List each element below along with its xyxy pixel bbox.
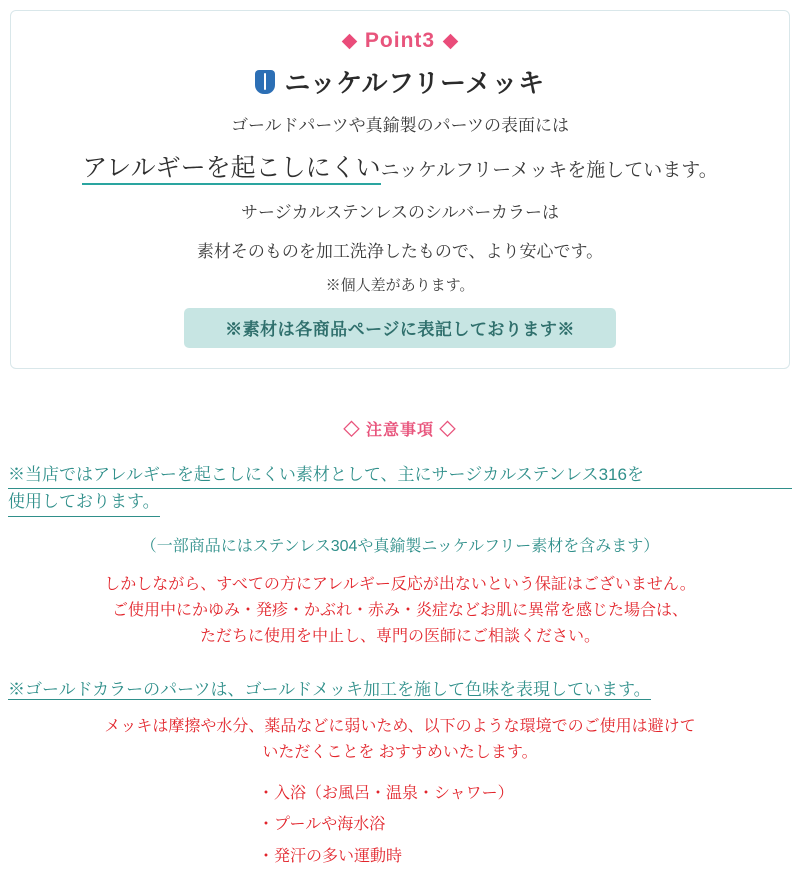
diamond-icon bbox=[342, 33, 358, 49]
panel-line-1: ゴールドパーツや真鍮製のパーツの表面には bbox=[231, 116, 569, 135]
warning-2-line-2: いただくことを おすすめいたします。 bbox=[262, 744, 538, 762]
point-label: Point3 bbox=[364, 29, 436, 52]
warning-2-line-1: メッキは摩擦や水分、薬品などに弱いため、以下のような環境でのご使用は避けて bbox=[104, 718, 696, 736]
warning-block-1 bbox=[0, 572, 800, 650]
point-heading bbox=[27, 29, 773, 53]
individual-difference-note: ※個人差があります。 bbox=[325, 277, 475, 294]
notice-paragraph-1 bbox=[0, 462, 800, 517]
gold-color-note bbox=[0, 675, 800, 700]
point-title-text: ニッケルフリーメッキ bbox=[284, 68, 545, 98]
notice-section bbox=[0, 417, 800, 872]
shield-icon bbox=[255, 70, 275, 94]
list-item: ・発汗の多い運動時 bbox=[258, 847, 403, 865]
list-item: ・プールや海水浴 bbox=[258, 816, 386, 834]
material-band: ※素材は各商品ページに表記しております※ bbox=[184, 308, 616, 348]
panel-line-2-rest: ニッケルフリーメッキを施しています。 bbox=[380, 159, 718, 181]
point-title bbox=[27, 63, 773, 100]
avoid-list bbox=[0, 778, 800, 872]
warning-1-line-3: ただちに使用を中止し、専門の医師にご相談ください。 bbox=[199, 627, 600, 645]
diamond-icon bbox=[443, 33, 459, 49]
point-panel bbox=[10, 10, 790, 369]
notice-paragraph-2: （一部商品にはステンレス304や真鍮製ニッケルフリー素材を含みます） bbox=[140, 537, 660, 555]
page-root bbox=[0, 10, 800, 865]
panel-line-3: サージカルステンレスのシルバーカラーは bbox=[240, 203, 560, 222]
list-item: ・入浴（お風呂・温泉・シャワー） bbox=[258, 785, 514, 803]
warning-1-line-1: しかしながら、すべての方にアレルギー反応が出ないという保証はございません。 bbox=[104, 575, 696, 593]
panel-line-4: 素材そのものを加工洗浄したもので、より安心です。 bbox=[196, 241, 604, 261]
warning-1-line-2: ご使用中にかゆみ・発疹・かぶれ・赤み・炎症などお肌に異常を感じた場合は、 bbox=[111, 601, 688, 619]
allergy-highlight: アレルギーを起こしにくい bbox=[82, 154, 380, 185]
panel-line-2 bbox=[27, 150, 773, 188]
gold-color-note-text: ※ゴールドカラーのパーツは、ゴールドメッキ加工を施して色味を表現しています。 bbox=[8, 680, 651, 700]
notice-heading: ◇ 注意事項 ◇ bbox=[343, 422, 457, 439]
notice-paragraph-1-line-2: 使用しております。 bbox=[8, 489, 160, 516]
notice-paragraph-1-line-1: ※当店ではアレルギーを起こしにくい素材として、主にサージカルステンレス316を bbox=[8, 462, 792, 489]
warning-block-2 bbox=[0, 714, 800, 766]
